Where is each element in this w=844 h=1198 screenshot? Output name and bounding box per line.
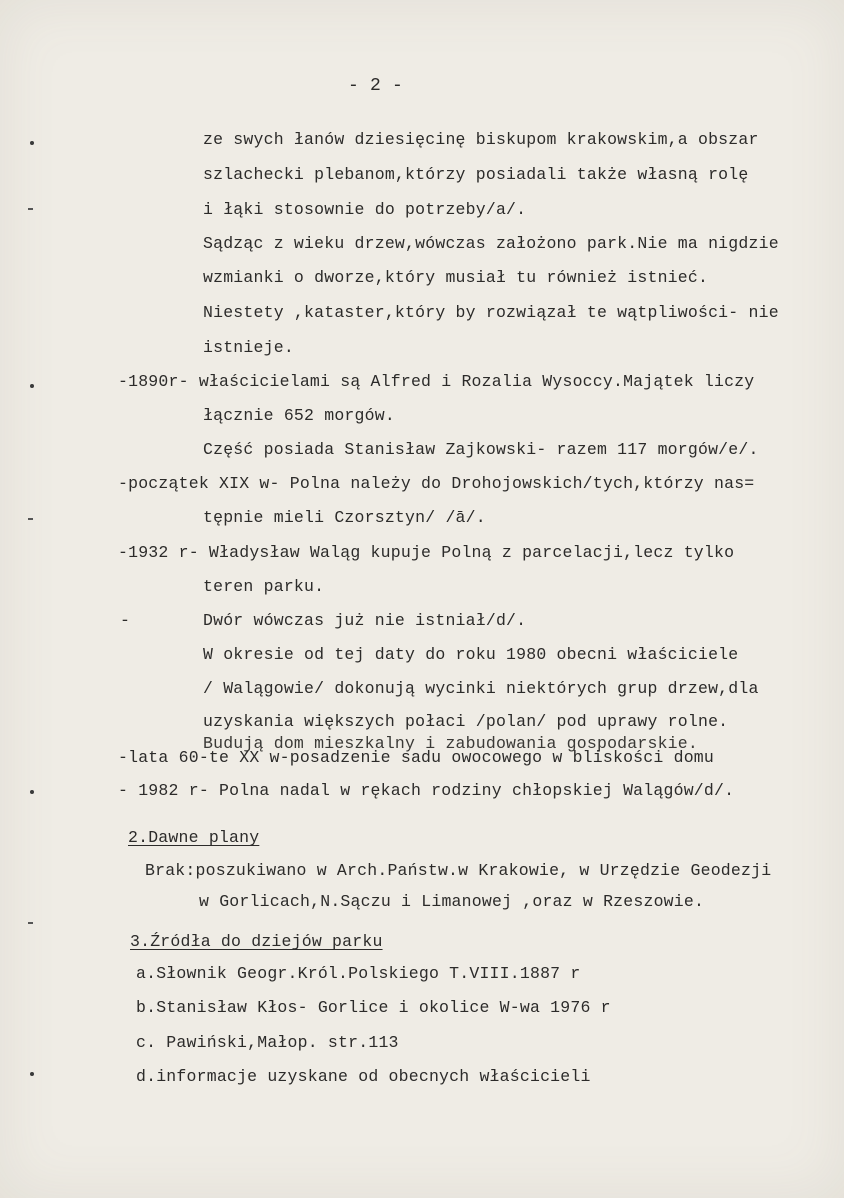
section-heading: 3.Źródła do dziejów parku <box>130 932 383 951</box>
margin-tick <box>28 922 33 924</box>
text-line: d.informacje uzyskane od obecnych właścicieli <box>136 1067 591 1086</box>
text-line: Dwór wówczas już nie istniał/d/. <box>203 611 527 630</box>
text-line: -1932 r- Władysław Waląg kupuje Polną z parcelacji,lecz tylko <box>118 543 735 562</box>
text-line: -początek XIX w- Polna należy do Drohojowskich/tych,którzy nas= <box>118 474 755 493</box>
page-number: - 2 - <box>348 76 404 96</box>
text-line: a.Słownik Geogr.Król.Polskiego T.VIII.1887 r <box>136 964 581 983</box>
text-line: - 1982 r- Polna nadal w rękach rodziny chłopskiej Walągów/d/. <box>118 781 735 800</box>
margin-tick <box>28 518 33 520</box>
text-line: -lata 60-te XX w-posadzenie sadu owocowego w bliskości domu <box>118 748 714 767</box>
text-line: c. Pawiński,Małop. str.113 <box>136 1033 399 1052</box>
text-line: -1890r- właścicielami są Alfred i Rozalia Wysoccy.Majątek liczy <box>118 372 755 391</box>
text-line: istnieje. <box>203 338 294 357</box>
text-line: tępnie mieli Czorsztyn/ /ā/. <box>203 508 486 527</box>
margin-tick <box>28 208 33 210</box>
text-line: łącznie 652 morgów. <box>203 406 395 425</box>
text-line: b.Stanisław Kłos- Gorlice i okolice W-wa 1976 r <box>136 998 611 1017</box>
text-line: Brak:poszukiwano w Arch.Państw.w Krakowie, w Urzędzie Geodezji <box>145 861 772 880</box>
text-line: teren parku. <box>203 577 325 596</box>
text-line: Budują dom mieszkalny i zabudowania gospodarskie. <box>203 734 698 753</box>
text-line: uzyskania większych połaci /polan/ pod uprawy rolne. <box>203 712 729 731</box>
text-line: i łąki stosownie do potrzeby/a/. <box>203 200 527 219</box>
text-line: W okresie od tej daty do roku 1980 obecni właściciele <box>203 645 739 664</box>
punch-mark <box>30 790 34 794</box>
punch-mark <box>30 1072 34 1076</box>
section-heading: 2.Dawne plany <box>128 828 260 847</box>
text-line: szlachecki plebanom,którzy posiadali także własną rolę <box>203 165 749 184</box>
text-line: ze swych łanów dziesięcinę biskupom krakowskim,a obszar <box>203 130 759 149</box>
text-line: wzmianki o dworze,który musiał tu również istnieć. <box>203 268 709 287</box>
text-line: - <box>120 611 131 630</box>
punch-mark <box>30 384 34 388</box>
punch-mark <box>30 141 34 145</box>
text-line: / Walągowie/ dokonują wycinki niektórych grup drzew,dla <box>203 679 759 698</box>
text-line: Część posiada Stanisław Zajkowski- razem 117 morgów/e/. <box>203 440 759 459</box>
text-line: w Gorlicach,N.Sączu i Limanowej ,oraz w Rzeszowie. <box>199 892 705 911</box>
text-line: Sądząc z wieku drzew,wówczas założono park.Nie ma nigdzie <box>203 234 779 253</box>
text-line: Niestety ,kataster,który by rozwiązał te wątpliwości- nie <box>203 303 779 322</box>
